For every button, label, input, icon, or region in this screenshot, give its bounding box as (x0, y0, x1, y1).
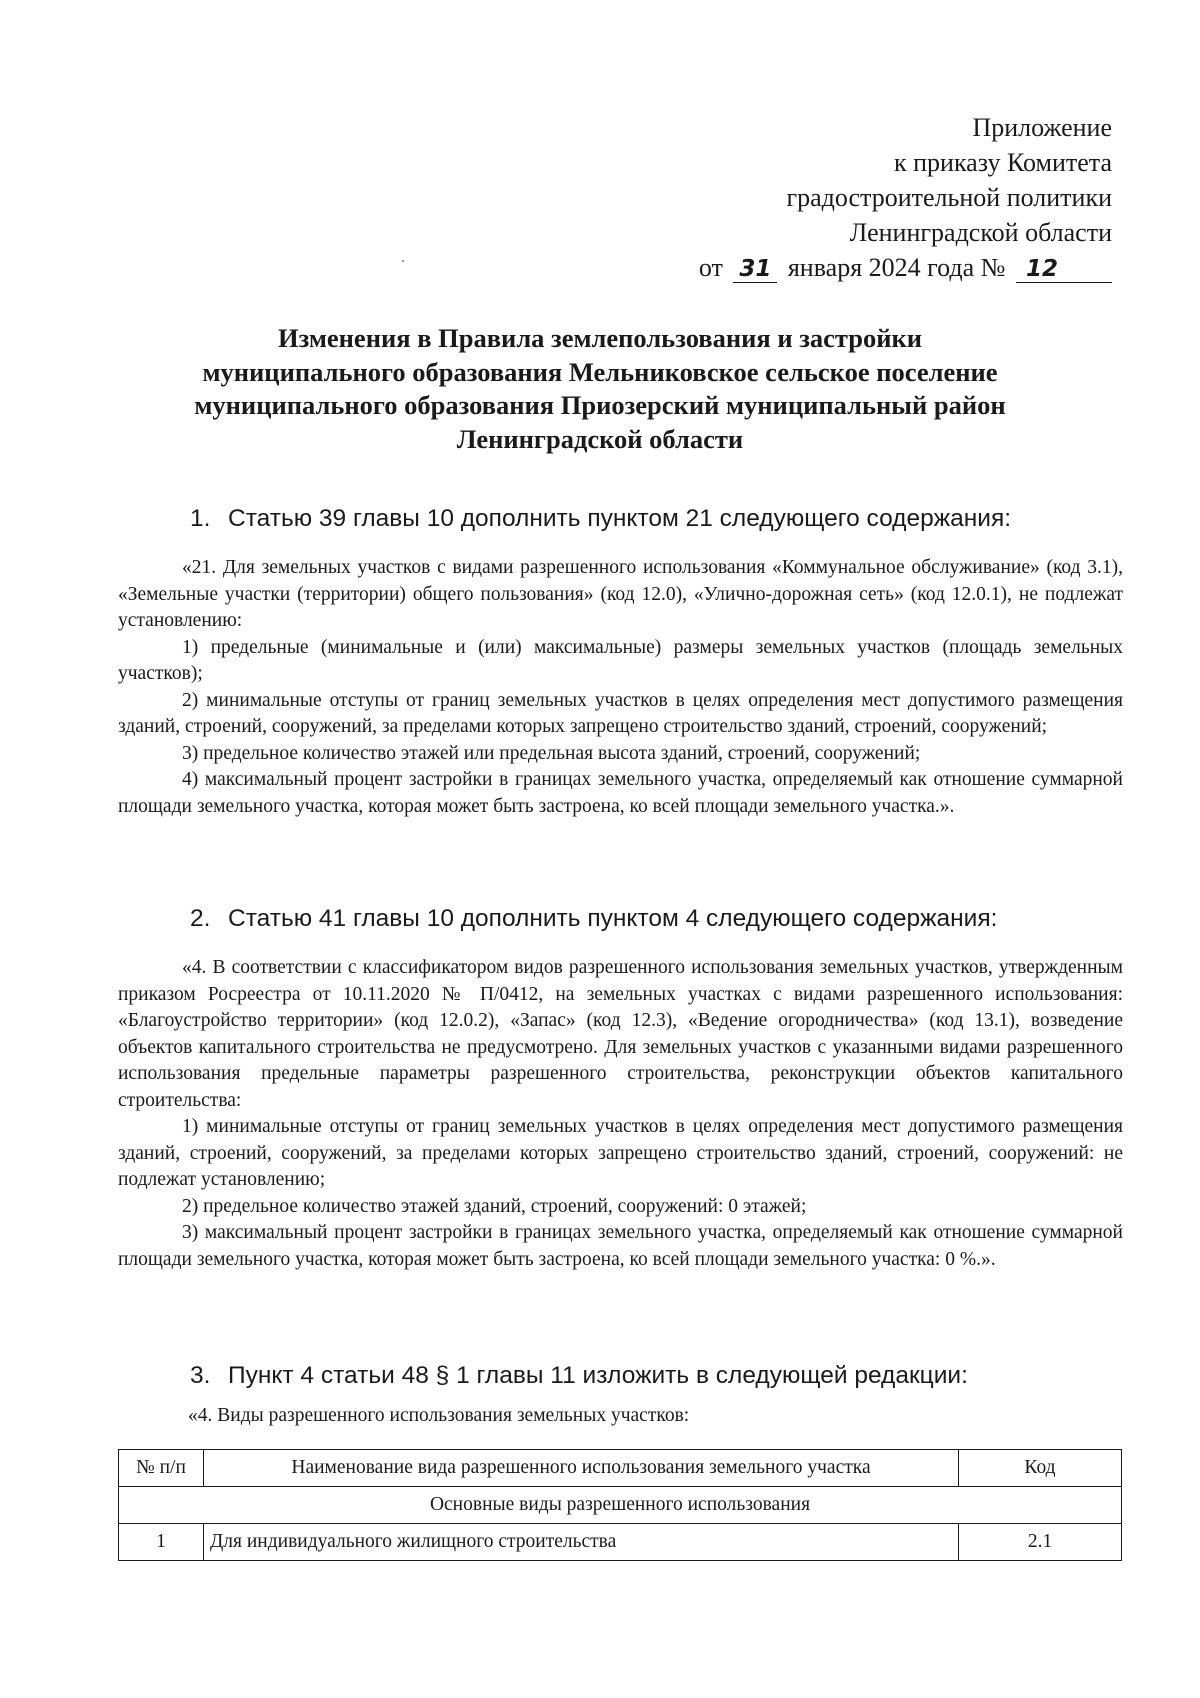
list-item: 4) максимальный процент застройки в границах земельного участка, определяемый как отношение суммарной площади земельного участка, которая может быть застроена, ко всей площади земельного участка.». (118, 769, 1123, 817)
section-intro: «4. Виды разрешенного использования земельных участков: (188, 1405, 690, 1426)
land-use-table (118, 1449, 1122, 1561)
title-line: Изменения в Правила землепользования и застройки (277, 323, 923, 353)
handwritten-day: 31 (733, 256, 777, 283)
table-header-cell: № п/п (119, 1450, 204, 1487)
section-number: 2. (190, 905, 211, 932)
table-cell: Для индивидуального жилищного строительства (204, 1524, 959, 1561)
title-line: муниципального образования Приозерский муниципальный район (194, 390, 1006, 420)
order-date-line (600, 250, 1112, 285)
list-item: 3) максимальный процент застройки в границах земельного участка, определяемый как отношение суммарной площади земельного участка, которая может быть застроена, ко всей площади земельного участка: 0 %.». (118, 1222, 1123, 1270)
handwritten-order-number: 12 (1016, 256, 1112, 283)
scan-speck (402, 260, 404, 262)
title-line: Ленинградской области (456, 423, 744, 454)
section-number: 1. (190, 505, 211, 532)
list-item: 2) минимальные отступы от границ земельных участков в целях определения мест допустимого размещения зданий, строений, сооружений, за пределами которых запрещено строительство зданий, строений, сооружений; (118, 689, 1123, 737)
appendix-line: градостроительной политики (786, 183, 1112, 212)
appendix-line: Ленинградской области (849, 218, 1112, 247)
table-cell: 1 (119, 1524, 204, 1561)
section-heading (190, 905, 997, 933)
section-heading-text: Статью 39 главы 10 дополнить пунктом 21 следующего содержания: (228, 505, 1012, 532)
list-item: 1) предельные (минимальные и (или) максимальные) размеры земельных участков (площадь земельных участков); (118, 636, 1123, 684)
section-heading-text: Статью 41 главы 10 дополнить пунктом 4 следующего содержания: (228, 905, 998, 932)
table-group-row (119, 1487, 1122, 1524)
section-body (118, 955, 1123, 1273)
section-heading (190, 505, 1011, 533)
table-cell: 2.1 (959, 1524, 1122, 1561)
title-line: муниципального образования Мельниковское сельское поселение (202, 356, 998, 387)
table-header-cell: Наименование вида разрешенного использования земельного участка (204, 1450, 959, 1487)
section-heading-text: Пункт 4 статьи 48 § 1 главы 11 изложить в следующей редакции: (228, 1362, 968, 1389)
section-heading (190, 1362, 968, 1390)
section-intro: «21. Для земельных участков с видами разрешенного использования «Коммунальное обслуживание» (код 3.1), «Земельные участки (территории) общего пользования» (код 12.0), «Улично-дорожная сеть» (код 12.0.1), не подлежат установлению: (118, 557, 1123, 631)
list-item: 3) предельное количество этажей или предельная высота зданий, строений, сооружений; (182, 742, 921, 764)
list-item: 2) предельное количество этажей зданий, строений, сооружений: 0 этажей; (182, 1195, 807, 1217)
table-row (119, 1524, 1122, 1561)
section-number: 3. (190, 1362, 211, 1389)
appendix-line: к приказу Комитета (893, 148, 1112, 177)
table-header-cell: Код (959, 1450, 1122, 1487)
section-intro: «4. В соответствии с классификатором видов разрешенного использования земельных участков, утвержденным приказом Росреестра от 10.11.2020 № П/0412, на земельных участках с видами разрешенного использования: «Благоустройство территории» (код 12.0.2), «Запас» (код 12.3), «Ведение огородничества» (код 13.1), возведение объектов капитального строительства не предусмотрено. Для земельных участков с указанными видами разрешенного использования предельные параметры разрешенного строительства, реконструкции объектов капитального строительства: (118, 957, 1123, 1111)
appendix-block (600, 110, 1112, 285)
list-item: 1) минимальные отступы от границ земельных участков в целях определения мест допустимого размещения зданий, строений, сооружений, за пределами которых запрещено строительство зданий, строений, сооружений: не подлежат установлению; (118, 1116, 1123, 1190)
date-middle: января 2024 года № (787, 253, 1006, 282)
section-body (118, 555, 1123, 820)
table-group-label: Основные виды разрешенного использования (119, 1487, 1122, 1524)
document-title (80, 322, 1120, 456)
date-prefix: от (698, 253, 723, 282)
appendix-line: Приложение (972, 113, 1112, 142)
table-header-row (119, 1450, 1122, 1487)
